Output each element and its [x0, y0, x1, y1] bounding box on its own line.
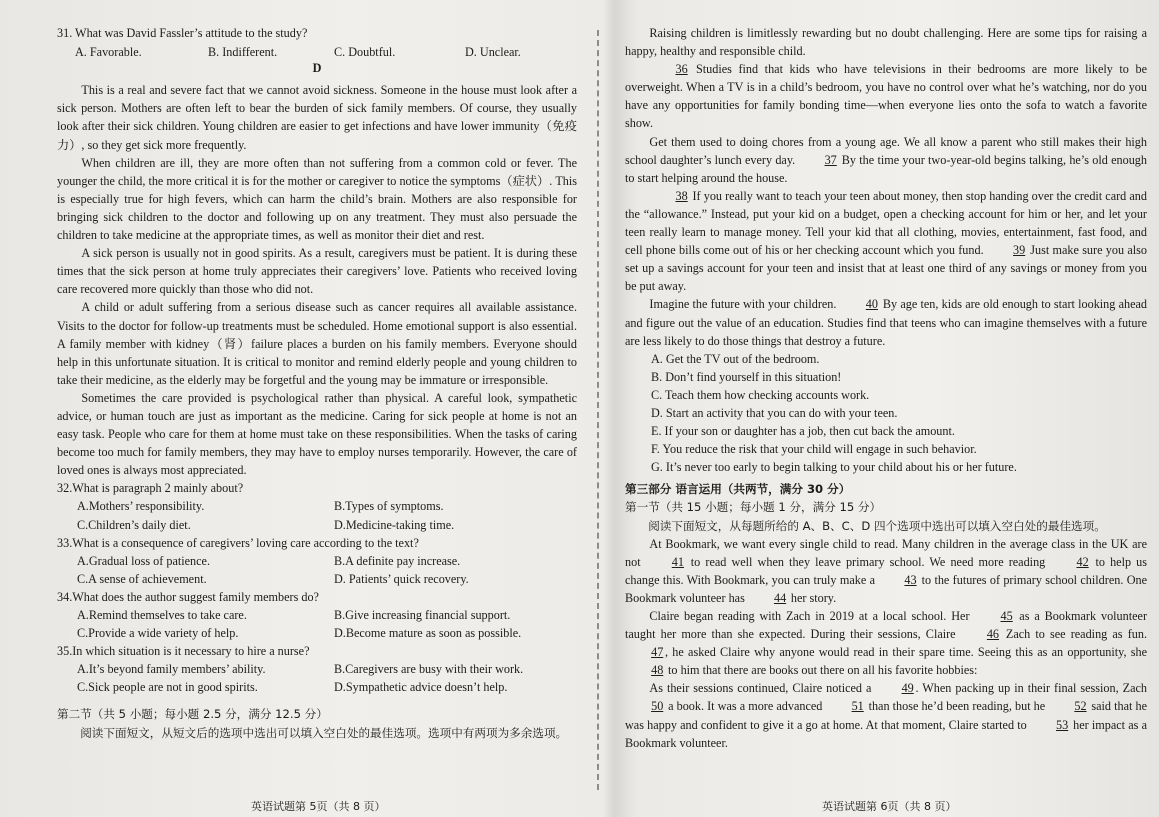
- blank-53[interactable]: 53: [1056, 717, 1069, 732]
- question-35: [57, 642, 577, 696]
- paragraph-text: to him that there are books out there on all his favorite hobbies:: [665, 663, 978, 678]
- section-2-instructions: 阅读下面短文，从短文后的选项中选出可以填入空白处的最佳选项。选项中有两项为多余选项。: [80, 725, 568, 740]
- question-33: [57, 534, 577, 588]
- option-item[interactable]: E. If your son or daughter has a job, then cut back the amount.: [651, 424, 955, 439]
- option-b[interactable]: B.A definite pay increase.: [334, 553, 461, 568]
- blank-52[interactable]: 52: [1074, 699, 1087, 714]
- blank-36[interactable]: 36: [675, 62, 688, 77]
- passage-d-heading: D: [312, 61, 322, 76]
- blank-38[interactable]: 38: [675, 188, 688, 203]
- cloze-paragraph: [625, 679, 1147, 751]
- blank-42[interactable]: 42: [1076, 554, 1089, 569]
- question-stem: 33.What is a consequence of caregivers’ loving care according to the text?: [57, 535, 419, 550]
- blank-40[interactable]: 40: [865, 297, 878, 312]
- passage-paragraph: A child or adult suffering from a serious disease such as cancer requires all available assistance. Visits to the doctor for follow-up treatments must be scheduled. Home emotional support is also essential. A family member with kidney（肾）failure places a burden on his family members. Everyone should help in this unfortunate situation. It is critical to monitor and remind elderly people and young children to take their medicine, as the elderly may be forgetful and the young may be immature or irresponsible.: [57, 300, 577, 387]
- paragraph-text: to read well when they leave primary school. We need more reading: [685, 554, 1051, 569]
- paragraph-text: than those he’d been reading, but he: [865, 699, 1049, 714]
- paragraph-text: Just make sure you also set up a savings account for your teen and insist that at least one third of any savings or money from you be put away.: [625, 243, 1148, 294]
- paragraph-text: At Bookmark, we want every single child to read. Many children in the average class in the UK are not: [625, 536, 1147, 569]
- section-1-title: 第一节（共 15 小题；每小题 1 分，满分 15 分）: [625, 500, 882, 515]
- passage-paragraph: Sometimes the care provided is psychological rather than physical. A careful look, sympathetic advice, or human touch are just as important as the medicine. Caring for sick people at home is not an easy task. People who care for them at home must take on these responsibilities. When the tasks of caring become too much for family members, they may have to employ nurses temporarily. However, the care of loved ones is always most appreciated.: [57, 390, 577, 478]
- passage-paragraph: When children are ill, they are more often than not suffering from a common cold or fever. The younger the child, the more critical it is for the mother or caregiver to notice the symptoms（症状）. This is especially true for high fevers, which can harm the child’s brain. Mothers are also responsible for bringing sick children to the doctor and following up on any treatment. They must also persuade the children to take medicine at the appropriate times, as well as monitor their diet and rest.: [57, 155, 577, 243]
- option-a[interactable]: A.Gradual loss of patience.: [77, 553, 211, 568]
- blank-44[interactable]: 44: [773, 590, 787, 605]
- paragraph-text: Zach to see reading as fun.: [1000, 627, 1147, 642]
- option-b[interactable]: B.Give increasing financial support.: [334, 608, 511, 622]
- question-32: [57, 479, 577, 533]
- paragraph-text: her story.: [787, 590, 837, 605]
- part-3-title: 第三部分 语言运用（共两节，满分 30 分）: [625, 482, 851, 497]
- right-page-footer: 英语试题第 6页（共 8 页）: [822, 800, 957, 813]
- section-2-title: 第二节（共 5 小题；每小题 2.5 分，满分 12.5 分）: [57, 707, 328, 722]
- paragraph-text: By age ten, kids are old enough to start looking ahead and figure out the value of an education. Studies find that teens who can imagine themselves with a future are less likely to do those things that destroy a future.: [625, 297, 1148, 348]
- paragraph-text: Imagine the future with your children.: [649, 297, 840, 312]
- option-item[interactable]: C. Teach them how checking accounts work.: [651, 387, 870, 402]
- option-c[interactable]: C. Doubtful.: [334, 45, 396, 60]
- paragraph-text: . When packing up in their final session, Zach: [915, 681, 1148, 696]
- passage-paragraph: [625, 187, 1147, 296]
- paragraph-text: said that he was happy and confident to give it a go at home. At that moment, Claire started to: [625, 699, 1147, 732]
- blank-39[interactable]: 39: [1013, 243, 1026, 258]
- right-page: [625, 24, 1147, 752]
- paragraph-text: a book. It was a more advanced: [665, 699, 826, 714]
- question-stem: 32.What is paragraph 2 mainly about?: [57, 481, 244, 496]
- option-item[interactable]: D. Start an activity that you can do with your teen.: [651, 405, 898, 420]
- option-c[interactable]: C.Children’s daily diet.: [77, 517, 191, 532]
- option-b[interactable]: B.Types of symptoms.: [334, 499, 444, 514]
- blank-37[interactable]: 37: [824, 152, 837, 167]
- passage-paragraph: This is a real and severe fact that we cannot avoid sickness. Someone in the house must look after a sick person. Mothers are often left to bear the burden of sick family members. Of course, they usually look after their sick children. Young children are easier to get infections and have lower immunity（免疫力）, so they get sick more frequently.: [57, 83, 577, 152]
- passage-paragraph: [625, 133, 1147, 187]
- paragraph-text: Claire began reading with Zach in 2019 at a local school. Her: [649, 609, 975, 623]
- blank-49[interactable]: 49: [901, 681, 914, 696]
- option-item[interactable]: G. It’s never too early to begin talking to your child about his or her future.: [651, 460, 1017, 475]
- passage-paragraph: [625, 60, 1147, 132]
- blank-41[interactable]: 41: [671, 554, 684, 569]
- blank-43[interactable]: 43: [904, 572, 917, 587]
- paragraph-text: , he asked Claire why anyone would read in their spare time. Seeing this as an opportunity, she: [665, 645, 1147, 660]
- question-stem: 34.What does the author suggest family members do?: [57, 589, 319, 604]
- option-c[interactable]: C.Provide a wide variety of help.: [77, 626, 239, 641]
- option-b[interactable]: B.Caregivers are busy with their work.: [334, 662, 524, 677]
- paragraph-text: By the time your two-year-old begins talking, he’s old enough to start helping around the house.: [625, 152, 1147, 185]
- option-d[interactable]: D.Become mature as soon as possible.: [334, 626, 522, 641]
- option-d[interactable]: D. Patients’ quick recovery.: [334, 571, 469, 586]
- blank-45[interactable]: 45: [1000, 609, 1013, 623]
- section-1-instructions: 阅读下面短文，从每题所给的 A、B、C、D 四个选项中选出可以填入空白处的最佳选项。: [648, 518, 1106, 533]
- option-a[interactable]: A.Remind themselves to take care.: [77, 608, 247, 622]
- passage-intro: Raising children is limitlessly rewarding but no doubt challenging. Here are some tips for raising a happy, healthy and responsible child.: [625, 26, 1147, 59]
- passage-paragraph: [625, 295, 1147, 349]
- passage-paragraph: A sick person is usually not in good spirits. As a result, caregivers must be patient. It is during these times that the sick person at home truly appreciates their caregivers’ love. Patients who received loving care recovered more quickly than those who did not.: [57, 246, 577, 297]
- cloze-paragraph: [625, 535, 1147, 607]
- blank-50[interactable]: 50: [651, 699, 664, 714]
- option-item[interactable]: B. Don’t find yourself in this situation!: [651, 369, 842, 384]
- paragraph-text: If you really want to teach your teen about money, then stop handing over the credit card and the “allowance.” Instead, put your kid on a budget, open a checking account for him or her, and let your teen really learn to manage money. Tell your kid that all clothing, movies, entertainment, fast food, and cell phone bills come out of his or her checking account which you fund.: [625, 188, 1147, 258]
- question-stem: 35.In which situation is it necessary to hire a nurse?: [57, 644, 310, 659]
- option-a[interactable]: A.Mothers’ responsibility.: [77, 499, 205, 514]
- option-d[interactable]: D. Unclear.: [465, 45, 521, 60]
- option-a[interactable]: A. Favorable.: [75, 45, 142, 60]
- blank-48[interactable]: 48: [651, 663, 664, 678]
- option-list: [625, 350, 1147, 477]
- paragraph-text: Get them used to doing chores from a young age. We all know a parent who still makes their high school daughter’s lunch every day.: [625, 134, 1147, 167]
- option-item[interactable]: F. You reduce the risk that your child will engage in such behavior.: [651, 442, 977, 457]
- option-c[interactable]: C.Sick people are not in good spirits.: [77, 680, 258, 695]
- option-b[interactable]: B. Indifferent.: [208, 45, 278, 60]
- paragraph-text: As their sessions continued, Claire noticed a: [649, 681, 876, 696]
- option-d[interactable]: D.Sympathetic advice doesn’t help.: [334, 680, 508, 695]
- cloze-paragraph: [625, 607, 1147, 679]
- left-page-footer: 英语试题第 5页（共 8 页）: [251, 800, 386, 813]
- question-34: [57, 588, 577, 642]
- option-c[interactable]: C.A sense of achievement.: [77, 571, 207, 586]
- blank-47[interactable]: 47: [651, 645, 664, 660]
- question-31-stem: 31. What was David Fassler’s attitude to the study?: [57, 26, 308, 40]
- paragraph-text: Studies find that kids who have televisions in their bedrooms are more likely to be overweight. When a TV is in a child’s bedroom, you have no control over what he’s watching, nor do you have any opportunities for family bonding time—when everyone lies onto the sofa to watch a favorite show.: [625, 62, 1147, 131]
- left-page: [57, 24, 577, 742]
- paragraph-text: to help us change this. With Bookmark, you can truly make a: [625, 554, 1147, 587]
- blank-51[interactable]: 51: [851, 699, 864, 714]
- option-a[interactable]: A.It’s beyond family members’ ability.: [77, 662, 266, 677]
- option-item[interactable]: A. Get the TV out of the bedroom.: [651, 351, 820, 366]
- page-divider: [597, 30, 599, 790]
- option-d[interactable]: D.Medicine-taking time.: [334, 517, 455, 532]
- paragraph-text: to the futures of primary school children. One Bookmark volunteer has: [625, 572, 1147, 605]
- paragraph-text: as a Bookmark volunteer taught her more than she expected. During their sessions, Claire: [625, 609, 1148, 642]
- blank-46[interactable]: 46: [986, 627, 1000, 642]
- paragraph-text: her impact as a Bookmark volunteer.: [625, 717, 1147, 750]
